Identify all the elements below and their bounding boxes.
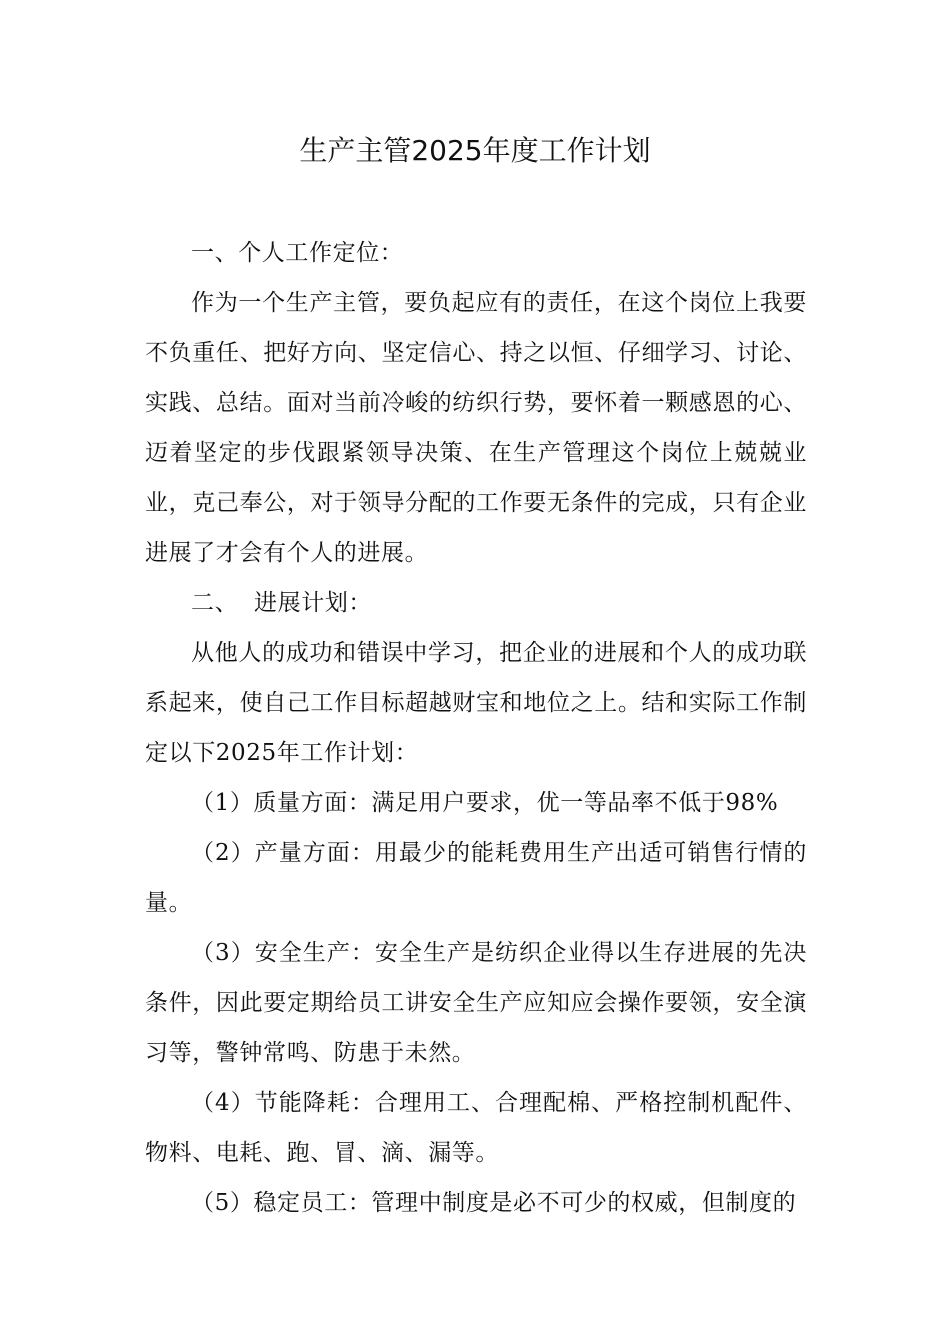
paragraph-plan-intro: 从他人的成功和错误中学习，把企业的进展和个人的成功联系起来，使自己工作目标超越财宝和地位之上。结和实际工作制定以下2025年工作计划： [145,640,807,766]
plan-item-output: （2）产量方面：用最少的能耗费用生产出适可销售行情的量。 [145,840,807,916]
section-heading-2: 二、 进展计划： [191,590,373,616]
document-body [145,228,807,1228]
section-heading-1: 一、个人工作定位： [191,240,404,266]
plan-item-energy: （4）节能降耗：合理用工、合理配棉、严格控制机配件、物料、电耗、跑、冒、滴、漏等。 [145,1090,807,1166]
paragraph-positioning: 作为一个生产主管，要负起应有的责任，在这个岗位上我要不负重任、把好方向、坚定信心、持之以恒、仔细学习、讨论、实践、总结。面对当前冷峻的纺织行势，要怀着一颗感恩的心、迈着坚定的步伐跟紧领导决策、在生产管理这个岗位上兢兢业业，克己奉公，对于领导分配的工作要无条件的完成，只有企业进展了才会有个人的进展。 [145,290,807,566]
plan-item-quality: （1）质量方面：满足用户要求，优一等品率不低于98% [191,790,779,816]
plan-item-safety: （3）安全生产：安全生产是纺织企业得以生存进展的先决条件，因此要定期给员工讲安全生产应知应会操作要领，安全演习等，警钟常鸣、防患于未然。 [145,940,807,1066]
plan-item-staff: （5）稳定员工：管理中制度是必不可少的权威，但制度的 [191,1190,797,1216]
document-title: 生产主管2025年度工作计划 [299,134,651,167]
